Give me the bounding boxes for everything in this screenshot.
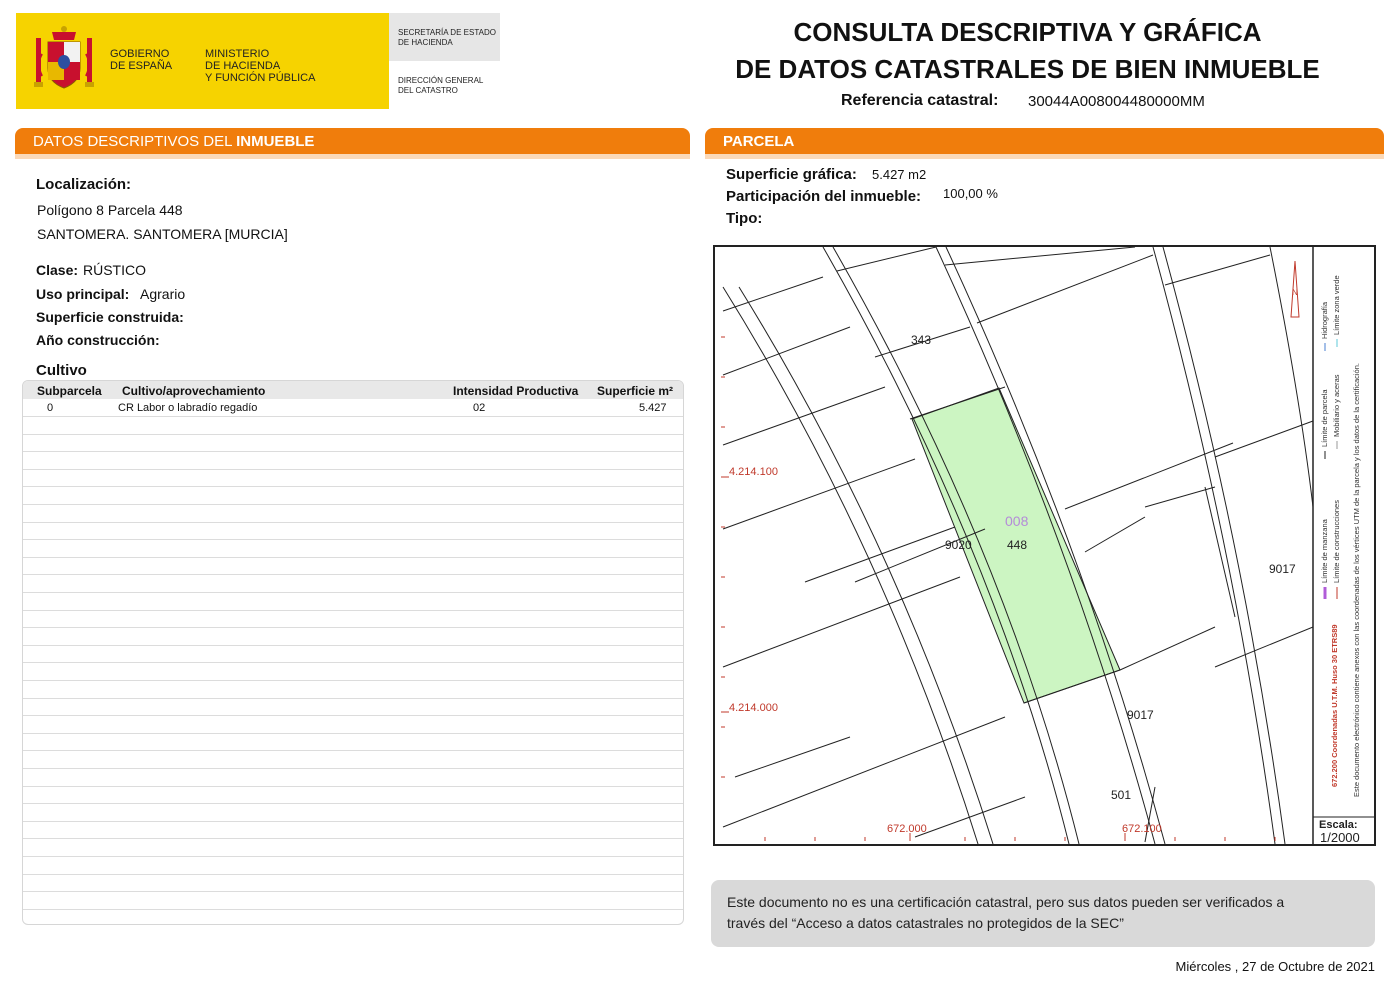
- table-rule: [23, 504, 683, 505]
- table-rule: [23, 592, 683, 593]
- parcel-9017-label: 9017: [1127, 708, 1154, 722]
- cell-intensidad: 02: [473, 402, 486, 414]
- localizacion-line1: Polígono 8 Parcela 448: [37, 202, 183, 218]
- col-subparcela: Subparcela: [37, 384, 102, 398]
- escala-label: Escala:: [1319, 819, 1358, 831]
- table-rule: [23, 451, 683, 452]
- table-rule: [23, 627, 683, 628]
- section-divider: [705, 154, 1384, 159]
- escala-value: 1/2000: [1320, 830, 1360, 844]
- utm-y-label: 4.214.000: [729, 702, 778, 714]
- superficie-construida-label: Superficie construida:: [36, 309, 184, 325]
- superficie-grafica-value: 5.427 m2: [872, 167, 927, 182]
- legend-parcela: Límite de parcela: [1320, 389, 1329, 447]
- superficie-grafica-label: Superficie gráfica:: [726, 166, 857, 183]
- table-rule: [23, 522, 683, 523]
- table-rule: [23, 574, 683, 575]
- participacion-value: 100,00 %: [943, 186, 998, 201]
- coat-of-arms-icon: [30, 24, 98, 98]
- table-rule: [23, 733, 683, 734]
- legend-manzana: Límite de manzana: [1320, 519, 1329, 583]
- table-rule: [23, 645, 683, 646]
- table-rule: [23, 909, 683, 910]
- table-rule: [23, 856, 683, 857]
- table-rule: [23, 750, 683, 751]
- table-rule: [23, 821, 683, 822]
- utm-y-label: 4.214.100: [729, 466, 778, 478]
- clase-label: Clase:: [36, 262, 79, 278]
- parcel-501-label: 501: [1111, 788, 1132, 802]
- parcel-9020-label: 9020: [945, 538, 972, 552]
- utm-x-label: 672.000: [887, 823, 927, 835]
- cultivo-table: [22, 380, 684, 925]
- ref-catastral-label: Referencia catastral:: [841, 92, 999, 109]
- parcela-header: PARCELA: [705, 128, 1384, 154]
- table-rule: [23, 768, 683, 769]
- col-superficie: Superficie m²: [597, 384, 674, 398]
- legend-mobiliario: Mobiliario y aceras: [1332, 374, 1341, 437]
- parcel-9017-label: 9017: [1269, 562, 1296, 576]
- cultivo-label: Cultivo: [36, 362, 87, 379]
- table-rule: [23, 874, 683, 875]
- polygon-008-label: 008: [1005, 513, 1029, 529]
- participacion-label: Participación del inmueble:: [726, 188, 922, 205]
- table-rule: [23, 610, 683, 611]
- disclaimer-line2: través del “Acceso a datos catastrales no protegidos de la SEC”: [727, 915, 1124, 931]
- secretaria-text: SECRETARÍA DE ESTADO DE HACIENDA: [398, 28, 496, 47]
- table-rule: [23, 469, 683, 470]
- document-date: Miércoles , 27 de Octubre de 2021: [1175, 959, 1375, 974]
- disclaimer-line1: Este documento no es una certificación catastral, pero sus datos pueden ser verificados a: [727, 894, 1285, 910]
- cell-superficie: 5.427: [639, 402, 667, 414]
- legend-construcciones: Límite de construcciones: [1332, 500, 1341, 583]
- table-rule: [23, 803, 683, 804]
- cell-cultivo: CR Labor o labradío regadío: [118, 402, 258, 414]
- ministerio-text: MINISTERIO DE HACIENDA Y FUNCIÓN PÚBLICA: [205, 48, 316, 84]
- localizacion-line2: SANTOMERA. SANTOMERA [MURCIA]: [37, 226, 288, 242]
- legend-hidrografia: Hidrografía: [1320, 301, 1329, 339]
- utm-x-label: 672.100: [1122, 823, 1162, 835]
- page-title: CONSULTA DESCRIPTIVA Y GRÁFICA DE DATOS CATASTRALES DE BIEN INMUEBLE: [735, 17, 1320, 84]
- disclaimer-note: [711, 880, 1375, 947]
- gobierno-espana-text: GOBIERNO DE ESPAÑA: [110, 48, 173, 72]
- table-rule: [23, 539, 683, 540]
- clase-value: RÚSTICO: [83, 262, 146, 278]
- table-rule: [23, 838, 683, 839]
- table-rule: [23, 786, 683, 787]
- cultivo-table-header: [23, 381, 683, 399]
- uso-principal-label: Uso principal:: [36, 286, 130, 302]
- localizacion-label: Localización:: [36, 176, 132, 193]
- legend-zona-verde: Límite zona verde: [1332, 275, 1341, 335]
- tipo-label: Tipo:: [726, 210, 763, 227]
- table-rule: [23, 434, 683, 435]
- section-divider: [15, 154, 690, 159]
- datos-descriptivos-header: DATOS DESCRIPTIVOS DEL INMUEBLE: [15, 128, 690, 154]
- cadastral-map[interactable]: [713, 245, 1376, 846]
- parcel-448-label: 448: [1007, 538, 1028, 552]
- table-rule: [23, 891, 683, 892]
- table-rule: [23, 715, 683, 716]
- table-rule: [23, 698, 683, 699]
- ref-catastral-value: 30044A008004480000MM: [1028, 93, 1205, 110]
- cell-subparcela: 0: [47, 402, 54, 414]
- svg-text:N: N: [1292, 288, 1298, 297]
- parcel-343-label: 343: [911, 333, 932, 347]
- legend-coordinates: 672.200 Coordenadas U.T.M. Huso 30 ETRS89: [1330, 624, 1339, 787]
- table-rule: [23, 557, 683, 558]
- table-rule: [23, 662, 683, 663]
- anio-construccion-label: Año construcción:: [36, 332, 160, 348]
- col-intensidad: Intensidad Productiva: [453, 384, 579, 398]
- table-rule: [23, 486, 683, 487]
- north-arrow-icon: [1291, 261, 1299, 317]
- legend-doc-note: Este documento electrónico contiene anexos con las coordenadas de los vértices UTM de la parcela y los datos de la certificación.: [1352, 363, 1361, 797]
- table-rule: [23, 680, 683, 681]
- direccion-general-text: DIRECCIÓN GENERAL DEL CATASTRO: [398, 76, 484, 95]
- uso-principal-value: Agrario: [140, 286, 186, 302]
- table-row: [23, 399, 683, 416]
- map-canvas: [715, 247, 1374, 844]
- table-rule: [23, 416, 683, 417]
- col-cultivo: Cultivo/aprovechamiento: [122, 384, 266, 398]
